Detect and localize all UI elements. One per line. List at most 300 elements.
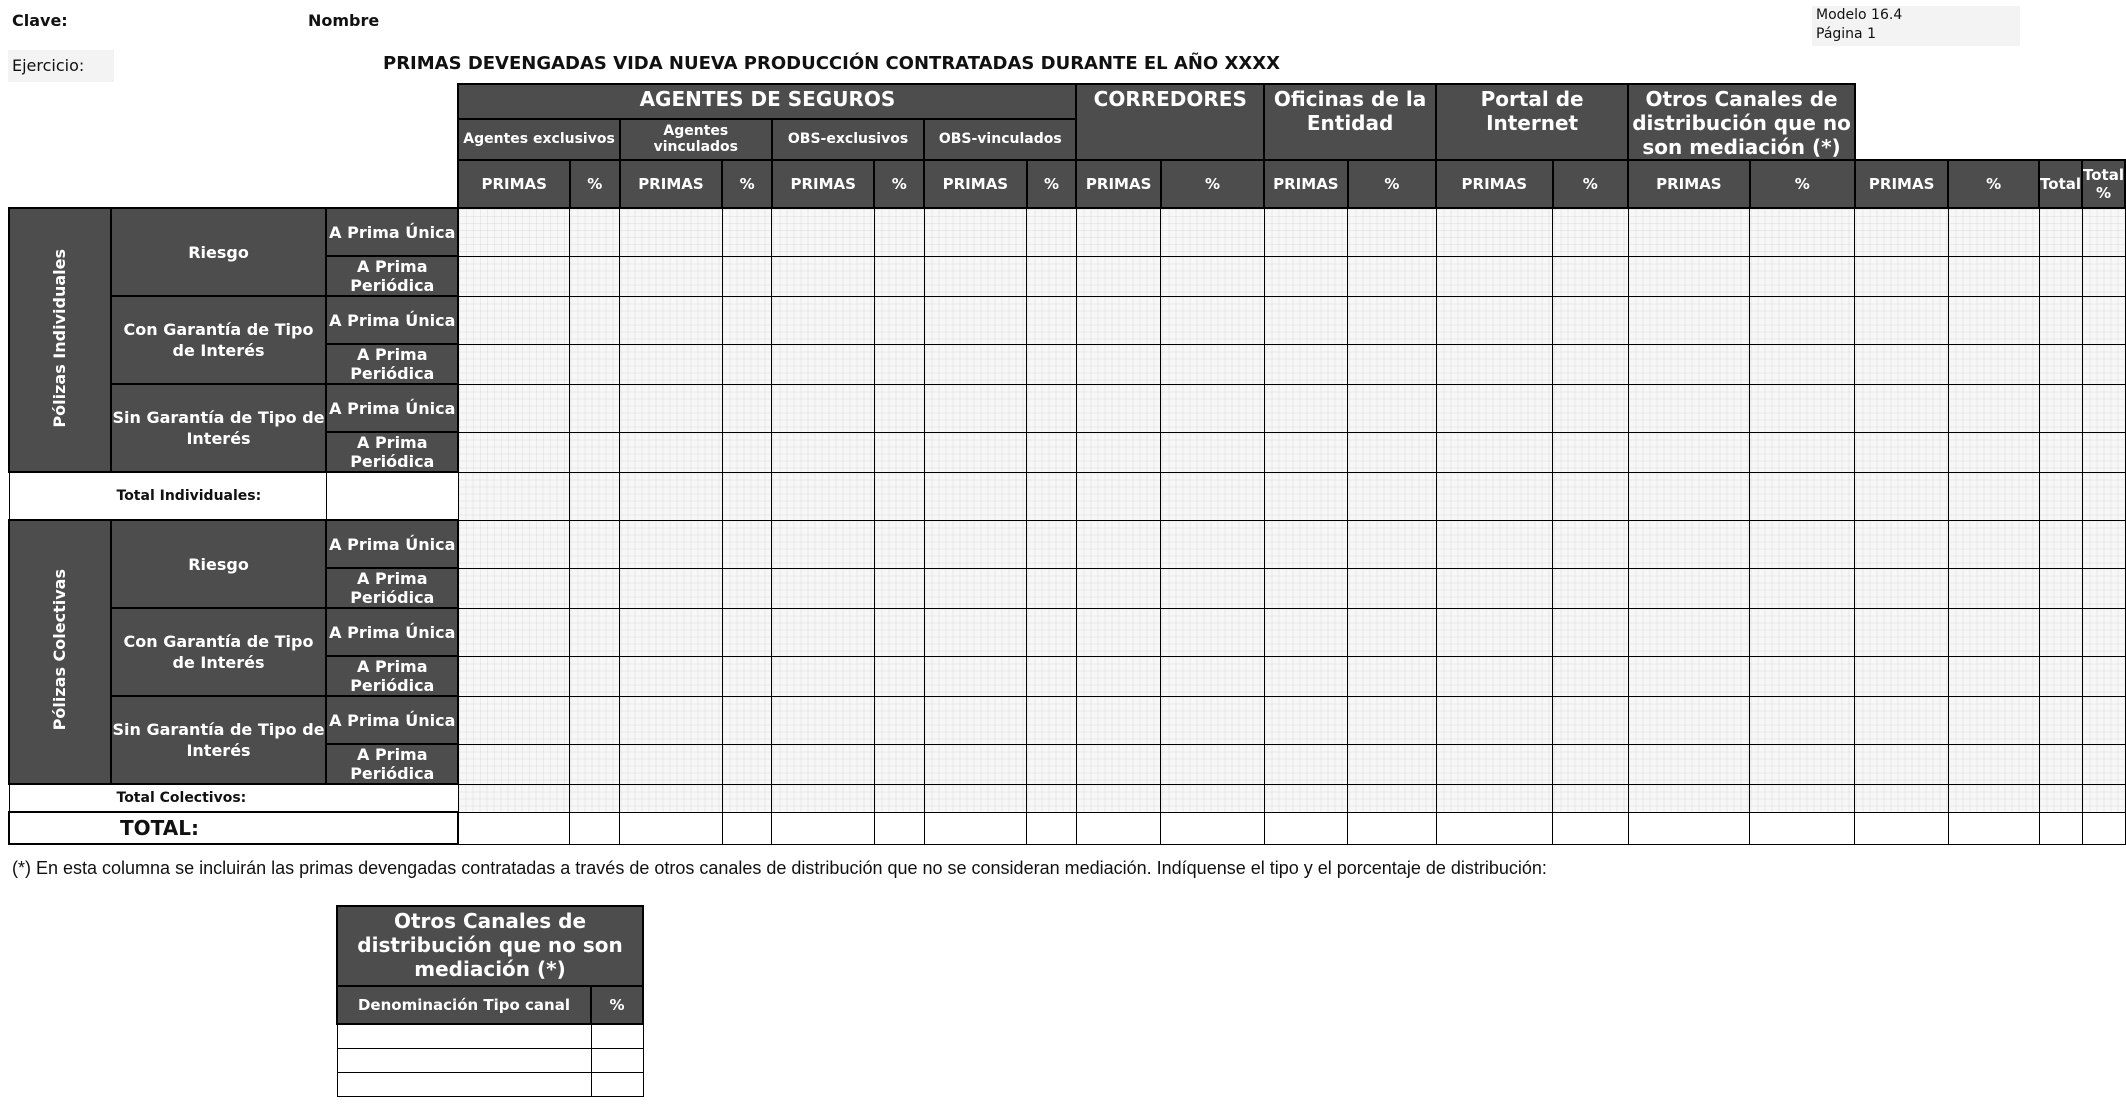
data-cell[interactable] xyxy=(458,384,570,432)
data-cell[interactable] xyxy=(620,812,723,844)
data-cell[interactable] xyxy=(1948,744,2039,784)
data-cell[interactable] xyxy=(1264,256,1348,296)
data-cell[interactable] xyxy=(874,344,924,384)
data-cell[interactable] xyxy=(1161,656,1264,696)
data-cell[interactable] xyxy=(1076,812,1160,844)
data-cell[interactable] xyxy=(772,432,874,472)
data-cell[interactable] xyxy=(620,520,723,568)
data-cell[interactable] xyxy=(1750,744,1855,784)
data-cell[interactable] xyxy=(1348,208,1436,256)
data-cell[interactable] xyxy=(1264,208,1348,256)
data-cell[interactable] xyxy=(1855,520,1948,568)
data-cell[interactable] xyxy=(620,696,723,744)
canal-pct-cell[interactable] xyxy=(591,1048,643,1072)
data-cell[interactable] xyxy=(874,608,924,656)
data-cell[interactable] xyxy=(1855,432,1948,472)
data-cell[interactable] xyxy=(1436,344,1552,384)
data-cell[interactable] xyxy=(2039,744,2082,784)
data-cell[interactable] xyxy=(1750,384,1855,432)
data-cell[interactable] xyxy=(1750,472,1855,520)
data-cell[interactable] xyxy=(722,344,772,384)
data-cell[interactable] xyxy=(1348,812,1436,844)
data-cell[interactable] xyxy=(1436,784,1552,812)
data-cell[interactable] xyxy=(1264,812,1348,844)
data-cell[interactable] xyxy=(1948,432,2039,472)
data-cell[interactable] xyxy=(1076,696,1160,744)
data-cell[interactable] xyxy=(772,696,874,744)
data-cell[interactable] xyxy=(570,784,620,812)
data-cell[interactable] xyxy=(1628,208,1750,256)
data-cell[interactable] xyxy=(620,472,723,520)
data-cell[interactable] xyxy=(458,520,570,568)
data-cell[interactable] xyxy=(1628,432,1750,472)
data-cell[interactable] xyxy=(1750,432,1855,472)
data-cell[interactable] xyxy=(1436,432,1552,472)
data-cell[interactable] xyxy=(874,296,924,344)
data-cell[interactable] xyxy=(772,384,874,432)
data-cell[interactable] xyxy=(458,656,570,696)
data-cell[interactable] xyxy=(1161,568,1264,608)
data-cell[interactable] xyxy=(1628,472,1750,520)
data-cell[interactable] xyxy=(620,568,723,608)
data-cell[interactable] xyxy=(1553,344,1629,384)
canal-pct-cell[interactable] xyxy=(591,1072,643,1096)
data-cell[interactable] xyxy=(1855,696,1948,744)
data-cell[interactable] xyxy=(1553,656,1629,696)
data-cell[interactable] xyxy=(1855,344,1948,384)
data-cell[interactable] xyxy=(1750,656,1855,696)
data-cell[interactable] xyxy=(2082,208,2125,256)
data-cell[interactable] xyxy=(1076,744,1160,784)
data-cell[interactable] xyxy=(772,208,874,256)
data-cell[interactable] xyxy=(874,520,924,568)
data-cell[interactable] xyxy=(1161,384,1264,432)
data-cell[interactable] xyxy=(1948,344,2039,384)
data-cell[interactable] xyxy=(1750,608,1855,656)
data-cell[interactable] xyxy=(570,432,620,472)
data-cell[interactable] xyxy=(2039,568,2082,608)
data-cell[interactable] xyxy=(924,472,1027,520)
data-cell[interactable] xyxy=(2082,432,2125,472)
data-cell[interactable] xyxy=(722,744,772,784)
data-cell[interactable] xyxy=(458,472,570,520)
data-cell[interactable] xyxy=(1076,656,1160,696)
data-cell[interactable] xyxy=(2039,296,2082,344)
data-cell[interactable] xyxy=(1553,432,1629,472)
data-cell[interactable] xyxy=(1436,384,1552,432)
data-cell[interactable] xyxy=(1948,296,2039,344)
data-cell[interactable] xyxy=(1161,256,1264,296)
data-cell[interactable] xyxy=(1553,256,1629,296)
data-cell[interactable] xyxy=(458,296,570,344)
data-cell[interactable] xyxy=(722,696,772,744)
data-cell[interactable] xyxy=(1264,472,1348,520)
data-cell[interactable] xyxy=(1161,344,1264,384)
data-cell[interactable] xyxy=(1076,568,1160,608)
data-cell[interactable] xyxy=(1436,812,1552,844)
data-cell[interactable] xyxy=(1161,696,1264,744)
data-cell[interactable] xyxy=(2082,472,2125,520)
data-cell[interactable] xyxy=(1348,568,1436,608)
data-cell[interactable] xyxy=(2039,696,2082,744)
data-cell[interactable] xyxy=(1264,568,1348,608)
data-cell[interactable] xyxy=(2039,256,2082,296)
data-cell[interactable] xyxy=(2039,608,2082,656)
data-cell[interactable] xyxy=(874,784,924,812)
data-cell[interactable] xyxy=(722,520,772,568)
data-cell[interactable] xyxy=(1750,256,1855,296)
data-cell[interactable] xyxy=(1076,784,1160,812)
data-cell[interactable] xyxy=(1076,432,1160,472)
data-cell[interactable] xyxy=(1161,432,1264,472)
data-cell[interactable] xyxy=(1027,384,1077,432)
data-cell[interactable] xyxy=(1436,208,1552,256)
data-cell[interactable] xyxy=(1855,296,1948,344)
data-cell[interactable] xyxy=(1855,744,1948,784)
data-cell[interactable] xyxy=(722,784,772,812)
data-cell[interactable] xyxy=(1436,744,1552,784)
data-cell[interactable] xyxy=(924,520,1027,568)
data-cell[interactable] xyxy=(458,344,570,384)
data-cell[interactable] xyxy=(2082,744,2125,784)
data-cell[interactable] xyxy=(1027,472,1077,520)
data-cell[interactable] xyxy=(722,256,772,296)
data-cell[interactable] xyxy=(1076,608,1160,656)
data-cell[interactable] xyxy=(1264,744,1348,784)
data-cell[interactable] xyxy=(458,256,570,296)
data-cell[interactable] xyxy=(772,296,874,344)
data-cell[interactable] xyxy=(458,812,570,844)
data-cell[interactable] xyxy=(1750,520,1855,568)
data-cell[interactable] xyxy=(1855,568,1948,608)
data-cell[interactable] xyxy=(874,256,924,296)
data-cell[interactable] xyxy=(1264,696,1348,744)
data-cell[interactable] xyxy=(1027,608,1077,656)
data-cell[interactable] xyxy=(1161,520,1264,568)
data-cell[interactable] xyxy=(1553,296,1629,344)
data-cell[interactable] xyxy=(2039,520,2082,568)
data-cell[interactable] xyxy=(772,520,874,568)
data-cell[interactable] xyxy=(1750,696,1855,744)
data-cell[interactable] xyxy=(1436,520,1552,568)
data-cell[interactable] xyxy=(772,744,874,784)
data-cell[interactable] xyxy=(2039,812,2082,844)
data-cell[interactable] xyxy=(1553,784,1629,812)
data-cell[interactable] xyxy=(2039,784,2082,812)
data-cell[interactable] xyxy=(1264,608,1348,656)
data-cell[interactable] xyxy=(620,296,723,344)
data-cell[interactable] xyxy=(1076,256,1160,296)
data-cell[interactable] xyxy=(1264,784,1348,812)
data-cell[interactable] xyxy=(1348,784,1436,812)
data-cell[interactable] xyxy=(2082,296,2125,344)
data-cell[interactable] xyxy=(1161,472,1264,520)
data-cell[interactable] xyxy=(2039,656,2082,696)
data-cell[interactable] xyxy=(570,256,620,296)
data-cell[interactable] xyxy=(1750,784,1855,812)
canal-name-cell[interactable] xyxy=(337,1072,591,1096)
data-cell[interactable] xyxy=(924,696,1027,744)
data-cell[interactable] xyxy=(2039,384,2082,432)
data-cell[interactable] xyxy=(570,812,620,844)
data-cell[interactable] xyxy=(1553,696,1629,744)
data-cell[interactable] xyxy=(874,208,924,256)
data-cell[interactable] xyxy=(1348,608,1436,656)
data-cell[interactable] xyxy=(874,432,924,472)
data-cell[interactable] xyxy=(722,608,772,656)
data-cell[interactable] xyxy=(722,432,772,472)
data-cell[interactable] xyxy=(570,696,620,744)
data-cell[interactable] xyxy=(1948,784,2039,812)
data-cell[interactable] xyxy=(1855,812,1948,844)
data-cell[interactable] xyxy=(2082,568,2125,608)
data-cell[interactable] xyxy=(1948,384,2039,432)
data-cell[interactable] xyxy=(570,744,620,784)
data-cell[interactable] xyxy=(772,472,874,520)
data-cell[interactable] xyxy=(1027,432,1077,472)
data-cell[interactable] xyxy=(1027,812,1077,844)
data-cell[interactable] xyxy=(924,784,1027,812)
data-cell[interactable] xyxy=(1553,744,1629,784)
data-cell[interactable] xyxy=(1027,568,1077,608)
data-cell[interactable] xyxy=(1436,296,1552,344)
data-cell[interactable] xyxy=(772,568,874,608)
data-cell[interactable] xyxy=(458,568,570,608)
data-cell[interactable] xyxy=(1348,432,1436,472)
data-cell[interactable] xyxy=(1027,656,1077,696)
data-cell[interactable] xyxy=(1436,656,1552,696)
data-cell[interactable] xyxy=(874,656,924,696)
data-cell[interactable] xyxy=(1750,296,1855,344)
data-cell[interactable] xyxy=(570,296,620,344)
data-cell[interactable] xyxy=(570,520,620,568)
data-cell[interactable] xyxy=(2082,344,2125,384)
data-cell[interactable] xyxy=(1076,296,1160,344)
data-cell[interactable] xyxy=(570,608,620,656)
data-cell[interactable] xyxy=(1076,208,1160,256)
data-cell[interactable] xyxy=(1750,812,1855,844)
data-cell[interactable] xyxy=(1628,296,1750,344)
data-cell[interactable] xyxy=(1436,472,1552,520)
data-cell[interactable] xyxy=(1348,520,1436,568)
data-cell[interactable] xyxy=(1553,472,1629,520)
data-cell[interactable] xyxy=(1027,208,1077,256)
data-cell[interactable] xyxy=(620,784,723,812)
data-cell[interactable] xyxy=(924,256,1027,296)
data-cell[interactable] xyxy=(1855,384,1948,432)
data-cell[interactable] xyxy=(1750,568,1855,608)
data-cell[interactable] xyxy=(1076,384,1160,432)
data-cell[interactable] xyxy=(620,344,723,384)
data-cell[interactable] xyxy=(1161,208,1264,256)
data-cell[interactable] xyxy=(620,208,723,256)
data-cell[interactable] xyxy=(1161,744,1264,784)
data-cell[interactable] xyxy=(1076,344,1160,384)
data-cell[interactable] xyxy=(772,344,874,384)
data-cell[interactable] xyxy=(1628,812,1750,844)
data-cell[interactable] xyxy=(2082,384,2125,432)
data-cell[interactable] xyxy=(1750,208,1855,256)
data-cell[interactable] xyxy=(1348,656,1436,696)
data-cell[interactable] xyxy=(620,656,723,696)
data-cell[interactable] xyxy=(1948,568,2039,608)
data-cell[interactable] xyxy=(1027,696,1077,744)
data-cell[interactable] xyxy=(1628,568,1750,608)
data-cell[interactable] xyxy=(722,384,772,432)
data-cell[interactable] xyxy=(1264,384,1348,432)
data-cell[interactable] xyxy=(570,208,620,256)
data-cell[interactable] xyxy=(1264,344,1348,384)
data-cell[interactable] xyxy=(1161,812,1264,844)
data-cell[interactable] xyxy=(2082,812,2125,844)
data-cell[interactable] xyxy=(1348,344,1436,384)
data-cell[interactable] xyxy=(924,344,1027,384)
data-cell[interactable] xyxy=(1553,608,1629,656)
data-cell[interactable] xyxy=(458,784,570,812)
data-cell[interactable] xyxy=(1628,696,1750,744)
data-cell[interactable] xyxy=(1948,608,2039,656)
data-cell[interactable] xyxy=(772,656,874,696)
data-cell[interactable] xyxy=(772,608,874,656)
data-cell[interactable] xyxy=(1948,696,2039,744)
canal-name-cell[interactable] xyxy=(337,1024,591,1048)
data-cell[interactable] xyxy=(924,608,1027,656)
data-cell[interactable] xyxy=(620,256,723,296)
data-cell[interactable] xyxy=(1855,784,1948,812)
data-cell[interactable] xyxy=(1855,256,1948,296)
data-cell[interactable] xyxy=(1948,520,2039,568)
data-cell[interactable] xyxy=(1855,472,1948,520)
data-cell[interactable] xyxy=(722,472,772,520)
data-cell[interactable] xyxy=(1027,256,1077,296)
data-cell[interactable] xyxy=(722,812,772,844)
data-cell[interactable] xyxy=(1948,256,2039,296)
data-cell[interactable] xyxy=(1348,296,1436,344)
data-cell[interactable] xyxy=(2039,344,2082,384)
data-cell[interactable] xyxy=(1264,296,1348,344)
data-cell[interactable] xyxy=(722,656,772,696)
data-cell[interactable] xyxy=(458,432,570,472)
data-cell[interactable] xyxy=(722,568,772,608)
data-cell[interactable] xyxy=(1027,344,1077,384)
data-cell[interactable] xyxy=(924,744,1027,784)
data-cell[interactable] xyxy=(1436,568,1552,608)
data-cell[interactable] xyxy=(1628,608,1750,656)
data-cell[interactable] xyxy=(1553,208,1629,256)
data-cell[interactable] xyxy=(1948,656,2039,696)
data-cell[interactable] xyxy=(874,812,924,844)
data-cell[interactable] xyxy=(2082,256,2125,296)
data-cell[interactable] xyxy=(1750,344,1855,384)
data-cell[interactable] xyxy=(2082,608,2125,656)
data-cell[interactable] xyxy=(1264,520,1348,568)
data-cell[interactable] xyxy=(1436,608,1552,656)
data-cell[interactable] xyxy=(924,208,1027,256)
data-cell[interactable] xyxy=(874,384,924,432)
data-cell[interactable] xyxy=(620,744,723,784)
data-cell[interactable] xyxy=(570,344,620,384)
data-cell[interactable] xyxy=(1628,744,1750,784)
data-cell[interactable] xyxy=(722,296,772,344)
data-cell[interactable] xyxy=(1628,256,1750,296)
data-cell[interactable] xyxy=(1348,696,1436,744)
data-cell[interactable] xyxy=(1628,344,1750,384)
data-cell[interactable] xyxy=(2039,472,2082,520)
data-cell[interactable] xyxy=(1076,520,1160,568)
data-cell[interactable] xyxy=(620,608,723,656)
data-cell[interactable] xyxy=(458,744,570,784)
data-cell[interactable] xyxy=(1348,472,1436,520)
data-cell[interactable] xyxy=(2082,656,2125,696)
data-cell[interactable] xyxy=(1027,784,1077,812)
data-cell[interactable] xyxy=(1436,696,1552,744)
data-cell[interactable] xyxy=(1264,432,1348,472)
data-cell[interactable] xyxy=(1948,472,2039,520)
data-cell[interactable] xyxy=(1855,208,1948,256)
data-cell[interactable] xyxy=(1076,472,1160,520)
data-cell[interactable] xyxy=(1161,784,1264,812)
data-cell[interactable] xyxy=(924,568,1027,608)
data-cell[interactable] xyxy=(620,384,723,432)
data-cell[interactable] xyxy=(2082,784,2125,812)
data-cell[interactable] xyxy=(570,656,620,696)
data-cell[interactable] xyxy=(2082,520,2125,568)
data-cell[interactable] xyxy=(570,384,620,432)
ejercicio-field[interactable]: Ejercicio: xyxy=(8,50,114,82)
data-cell[interactable] xyxy=(924,384,1027,432)
data-cell[interactable] xyxy=(1348,384,1436,432)
data-cell[interactable] xyxy=(874,568,924,608)
data-cell[interactable] xyxy=(458,696,570,744)
data-cell[interactable] xyxy=(1027,744,1077,784)
data-cell[interactable] xyxy=(570,472,620,520)
data-cell[interactable] xyxy=(2082,696,2125,744)
data-cell[interactable] xyxy=(772,812,874,844)
data-cell[interactable] xyxy=(1553,384,1629,432)
canal-name-cell[interactable] xyxy=(337,1048,591,1072)
data-cell[interactable] xyxy=(1855,656,1948,696)
data-cell[interactable] xyxy=(458,208,570,256)
data-cell[interactable] xyxy=(1264,656,1348,696)
data-cell[interactable] xyxy=(1948,208,2039,256)
data-cell[interactable] xyxy=(2039,432,2082,472)
data-cell[interactable] xyxy=(1553,568,1629,608)
data-cell[interactable] xyxy=(1628,384,1750,432)
data-cell[interactable] xyxy=(1348,744,1436,784)
data-cell[interactable] xyxy=(1348,256,1436,296)
data-cell[interactable] xyxy=(570,568,620,608)
data-cell[interactable] xyxy=(924,812,1027,844)
data-cell[interactable] xyxy=(1161,608,1264,656)
data-cell[interactable] xyxy=(1628,784,1750,812)
data-cell[interactable] xyxy=(1948,812,2039,844)
data-cell[interactable] xyxy=(924,432,1027,472)
data-cell[interactable] xyxy=(772,784,874,812)
data-cell[interactable] xyxy=(1628,520,1750,568)
data-cell[interactable] xyxy=(1027,296,1077,344)
data-cell[interactable] xyxy=(874,472,924,520)
canal-pct-cell[interactable] xyxy=(591,1024,643,1048)
data-cell[interactable] xyxy=(1855,608,1948,656)
data-cell[interactable] xyxy=(1027,520,1077,568)
data-cell[interactable] xyxy=(874,696,924,744)
data-cell[interactable] xyxy=(772,256,874,296)
data-cell[interactable] xyxy=(1553,812,1629,844)
data-cell[interactable] xyxy=(2039,208,2082,256)
data-cell[interactable] xyxy=(722,208,772,256)
data-cell[interactable] xyxy=(1628,656,1750,696)
data-cell[interactable] xyxy=(1161,296,1264,344)
